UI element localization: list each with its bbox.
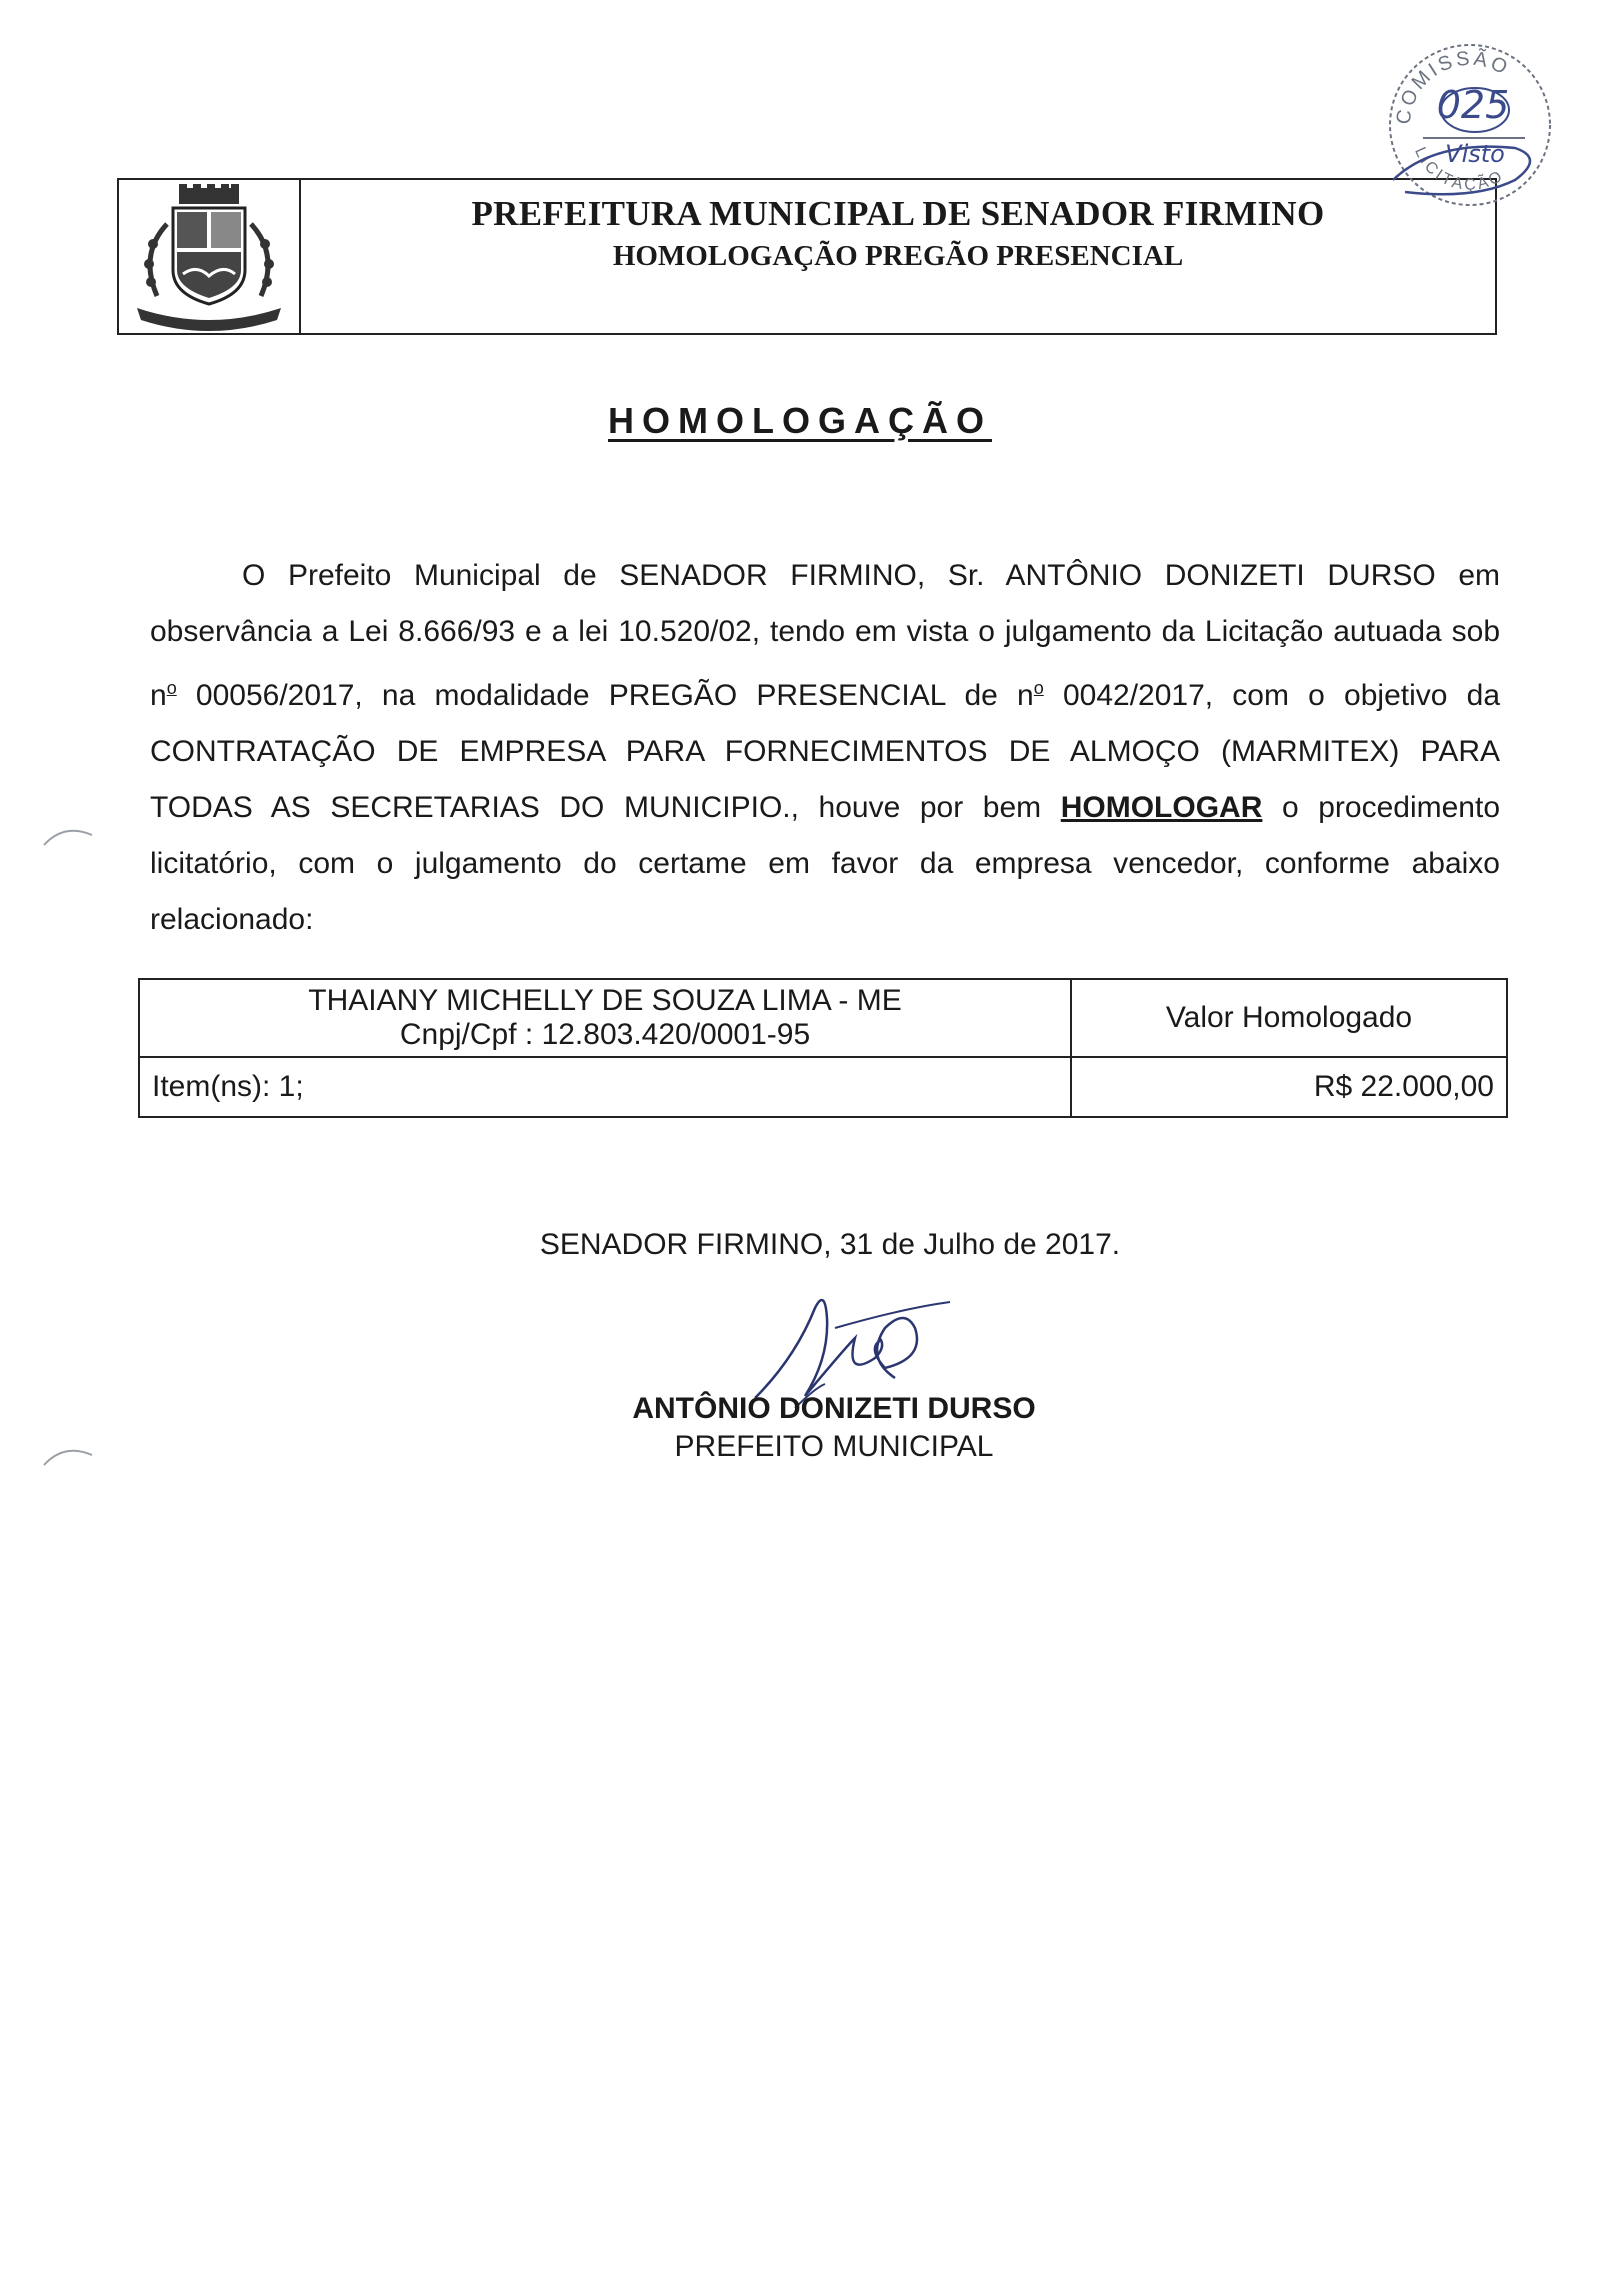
body-part-4: o procedimento licitatório, com o julgamento do certame em favor da empresa vencedor, conforme abaixo relacionado: — [150, 791, 1500, 936]
company-name: THAIANY MICHELLY DE SOUZA LIMA - ME — [308, 984, 902, 1017]
date-line: SENADOR FIRMINO, 31 de Julho de 2017. — [539, 1228, 1121, 1261]
stamp-top-text: COMISSÃO — [1392, 47, 1514, 126]
signer-name: ANTÔNIO DONIZETI DURSO — [632, 1392, 1036, 1425]
punch-mark — [40, 815, 100, 855]
body-part-1: O Prefeito Municipal de SENADOR FIRMINO, Sr. ANTÔNIO DONIZETI DURSO em observância a Lei 8.666/93 e a lei 10.520/02, tendo em vista o julgamento da Licitação autuada sob n — [150, 559, 1500, 712]
crest-cell — [119, 180, 301, 333]
punch-mark — [40, 1435, 100, 1475]
items-cell: Item(ns): 1; — [139, 1057, 1071, 1117]
header-subtitle: HOMOLOGAÇÃO PREGÃO PRESENCIAL — [612, 240, 1184, 272]
signer-role: PREFEITO MUNICIPAL — [674, 1430, 994, 1463]
stamp-page-number: 025 — [1436, 83, 1510, 127]
company-cnpj: Cnpj/Cpf : 12.803.420/0001-95 — [399, 1018, 811, 1051]
table-row — [139, 1057, 1507, 1117]
body-paragraph — [150, 548, 1500, 948]
body-part-3: 0042/2017, com o objetivo da CONTRATAÇÃO DE EMPRESA PARA FORNECIMENTOS DE ALMOÇO (MARMITEX) PARA TODAS AS SECRETARIAS DO MUNICIPIO., houve por bem — [150, 679, 1501, 824]
letterhead — [117, 178, 1497, 335]
commission-stamp — [1375, 30, 1565, 220]
stamp-bottom-text: LICITAÇÃO — [1411, 144, 1508, 194]
value-header: Valor Homologado — [1071, 979, 1507, 1057]
header-title: PREFEITURA MUNICIPAL DE SENADOR FIRMINO — [471, 194, 1325, 233]
ordinal-indicator: o — [1033, 678, 1044, 698]
company-cell — [139, 979, 1071, 1057]
ordinal-indicator: o — [166, 678, 177, 698]
stamp-visto: Visto — [1445, 140, 1505, 168]
amount-cell: R$ 22.000,00 — [1071, 1057, 1507, 1117]
document-heading-text: HOMOLOGAÇÃO — [608, 400, 992, 441]
document-heading — [0, 400, 1600, 442]
municipal-crest-icon — [127, 184, 291, 332]
award-table — [138, 978, 1508, 1118]
table-row — [139, 979, 1507, 1057]
body-part-2: 00056/2017, na modalidade PREGÃO PRESENCIAL de n — [176, 679, 1034, 712]
homologar-word: HOMOLOGAR — [1060, 791, 1263, 824]
